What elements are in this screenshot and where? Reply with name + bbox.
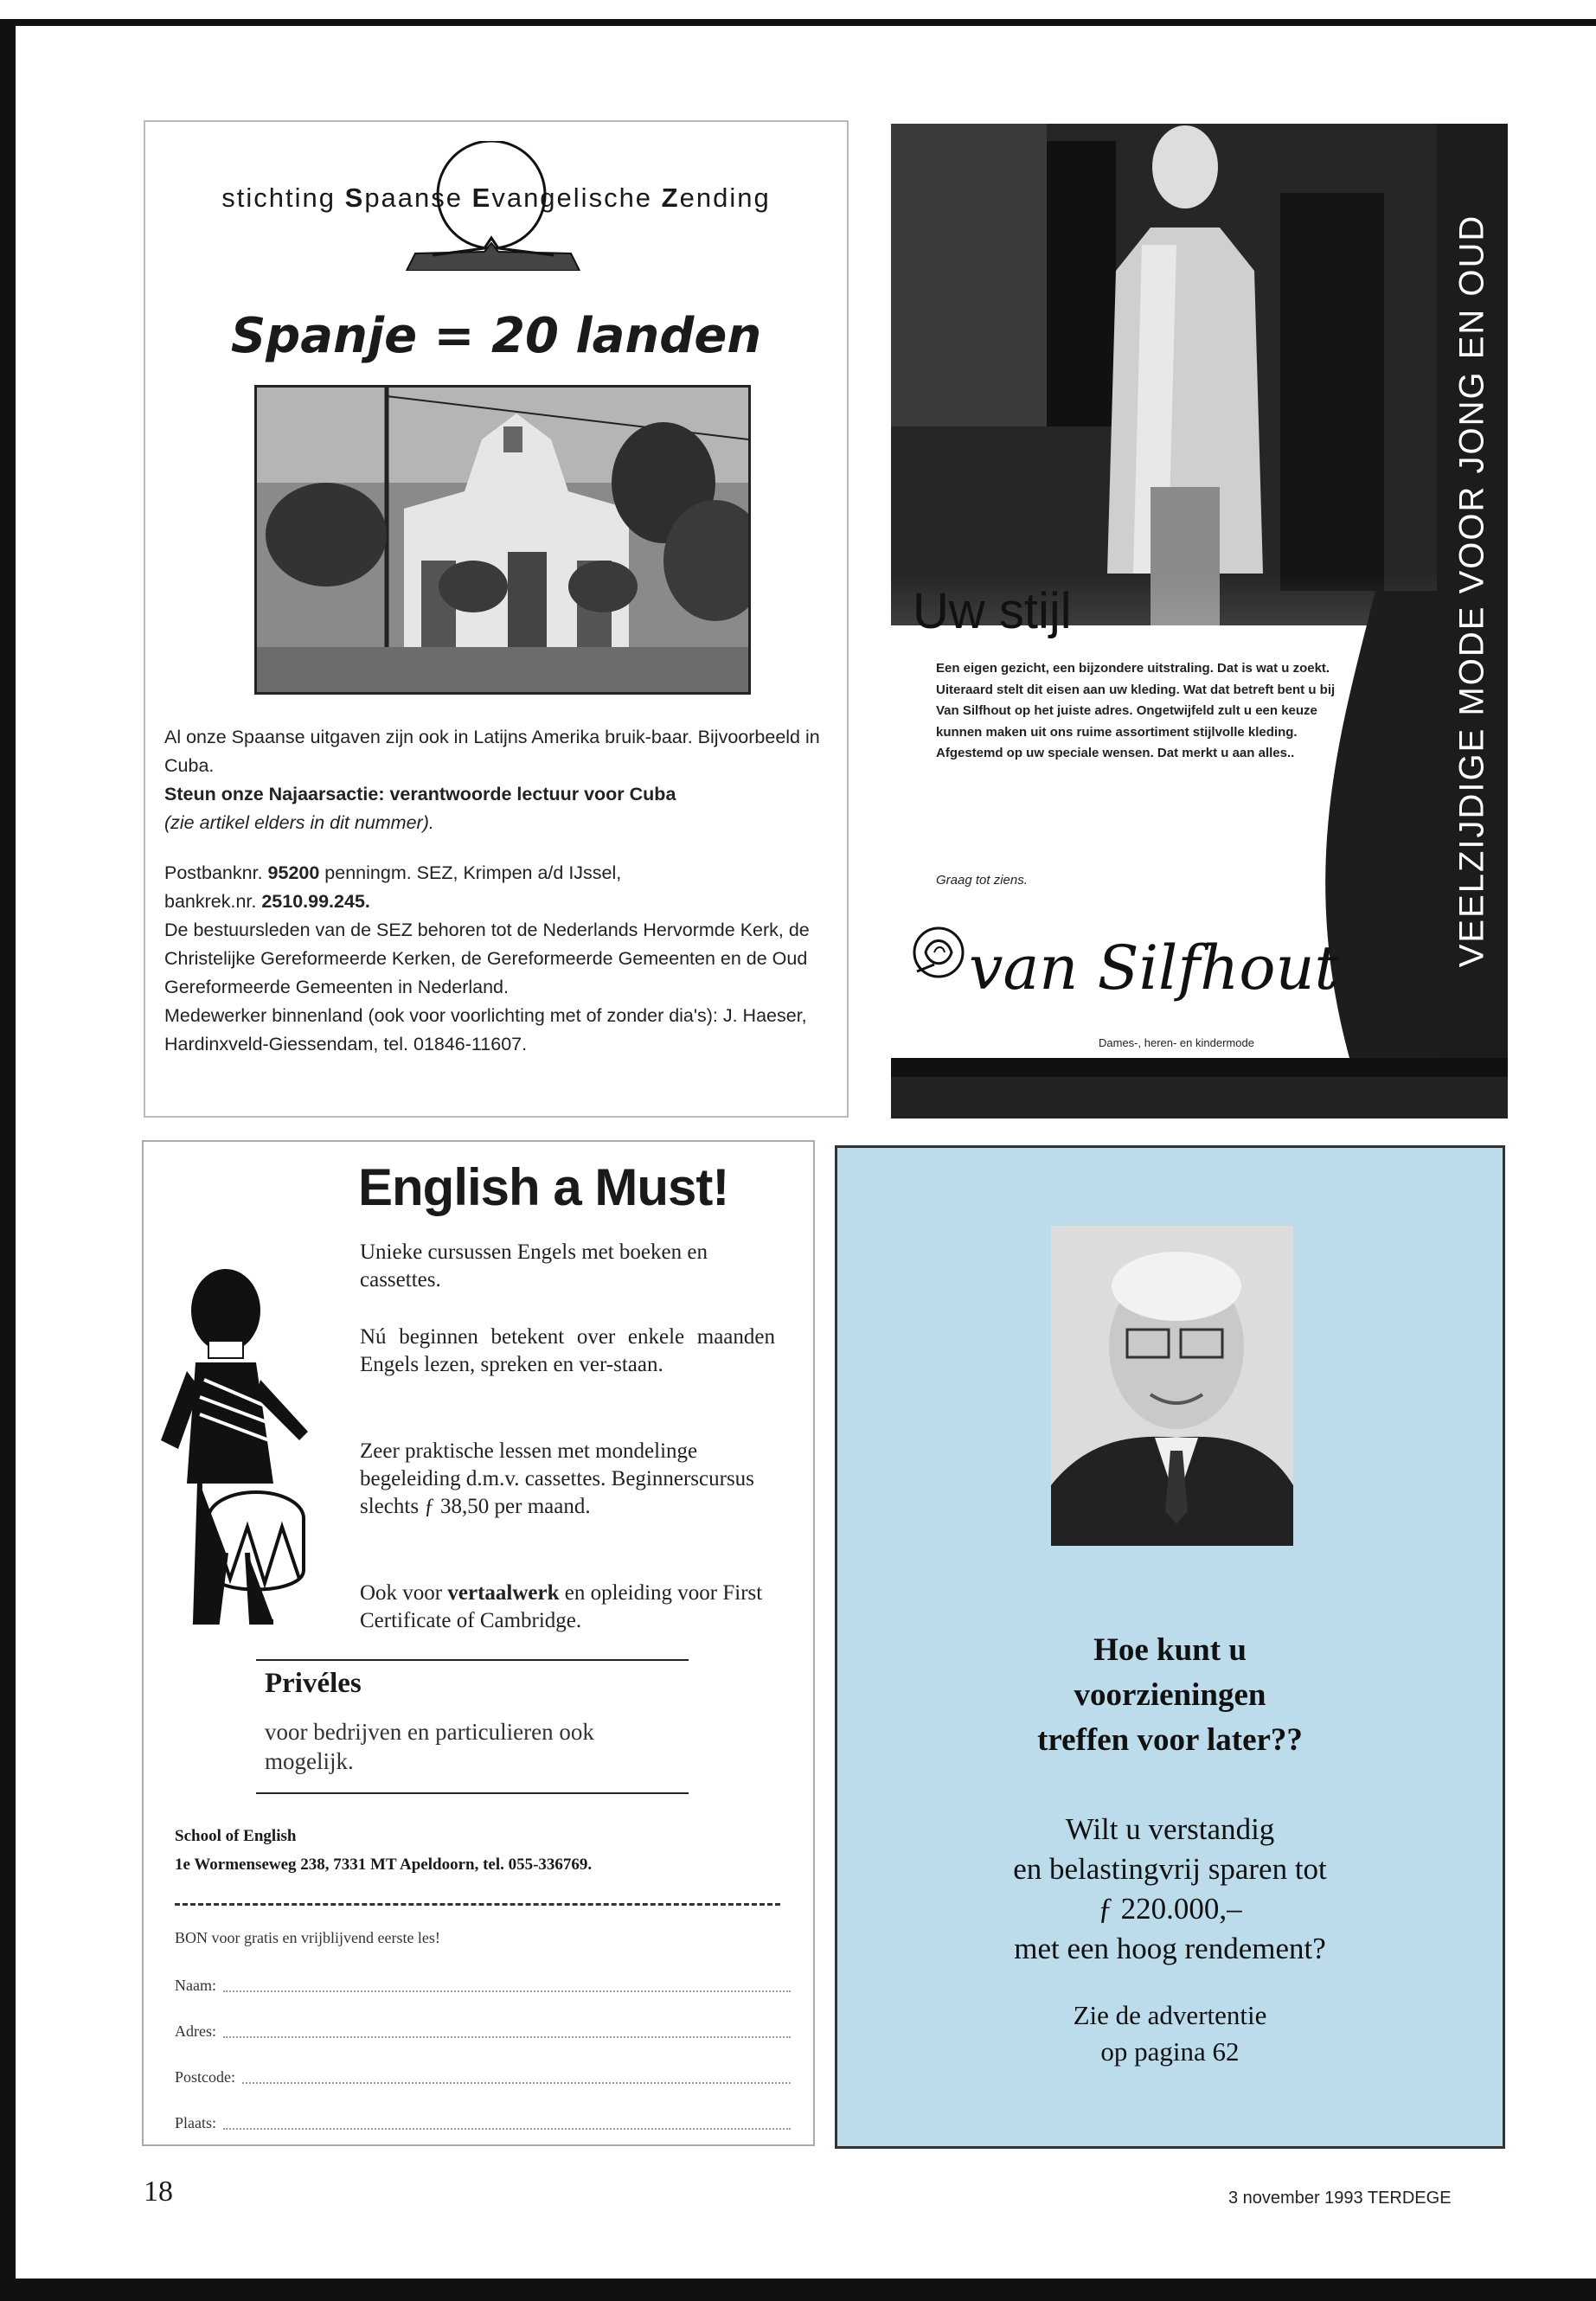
english-school-advertisement [142, 1140, 815, 2146]
course-text-4: Ook voor vertaalwerk en opleiding voor First Certificate of Cambridge. [360, 1581, 763, 1632]
church-photo [254, 385, 751, 695]
rose-icon [904, 920, 973, 989]
bottom-border [0, 2279, 1596, 2301]
city-field[interactable]: Plaats: [175, 2114, 791, 2132]
savings-advertisement [835, 1145, 1505, 2149]
man-portrait [1051, 1226, 1293, 1546]
closing-text: Graag tot ziens. [936, 873, 1028, 888]
school-contact: School of English 1e Wormenseweg 238, 7331 MT Apeldoorn, tel. 055-336769. [175, 1827, 593, 1874]
page-number: 18 [144, 2176, 173, 2208]
divider [256, 1659, 689, 1661]
savings-text: Wilt u verstandig en belastingvrij sparen tot ƒ 220.000,– met een hoog rendement? [1013, 1812, 1327, 1965]
brand-logo: van Silfhout [969, 933, 1339, 1003]
left-edge [0, 19, 16, 2285]
see-advert-text: Zie de advertentie op pagina 62 [1073, 2000, 1267, 2067]
bible-logo-icon [381, 141, 606, 271]
vertical-slogan: VEELZIJDIGE MODE VOOR JONG EN OUD [1437, 124, 1508, 1058]
private-lessons-title: Privéles [265, 1668, 362, 1699]
sez-organization-title: stichting Spaanse Evangelische Zending [221, 183, 771, 213]
course-text-2: Nú beginnen betekent over enkele maanden Engels lezen, spreken en ver-staan. [360, 1325, 775, 1376]
course-text-3: Zeer praktische lessen met mondelinge begeleiding d.m.v. cassettes. Beginnerscursus slechts ƒ 38,50 per maand. [360, 1439, 754, 1518]
postcode-field[interactable]: Postcode: [175, 2068, 791, 2086]
van-silfhout-advertisement [891, 124, 1508, 1118]
issue-footer: 3 november 1993 TERDEGE [1228, 2189, 1452, 2208]
name-field[interactable]: Naam: [175, 1977, 791, 1995]
address-field[interactable]: Adres: [175, 2022, 791, 2041]
private-lessons-text: voor bedrijven en particulieren ook mogelijk. [265, 1719, 594, 1774]
footer-band [891, 1058, 1508, 1077]
ad-heading: Uw stijl [913, 583, 1072, 639]
headline: English a Must! [358, 1158, 729, 1216]
cut-line [175, 1903, 780, 1906]
sez-advertisement [144, 120, 849, 1118]
question-heading: Hoe kunt u voorzieningen treffen voor later?? [1037, 1632, 1303, 1758]
drummer-illustration [161, 1267, 334, 1631]
course-text-1: Unieke cursussen Engels met boeken en cassettes. [360, 1240, 708, 1292]
coupon-title: BON voor gratis en vrijblijvend eerste les! [175, 1929, 440, 1946]
brand-subtitle: Dames-, heren- en kindermode [1099, 1036, 1254, 1049]
top-border [0, 19, 1596, 26]
divider [256, 1792, 689, 1794]
sez-body-text: Al onze Spaanse uitgaven zijn ook in Latijns Amerika bruik-baar. Bijvoorbeeld in Cuba. Steun onze Najaarsactie: verantwoorde lectuur voor Cuba (zie artikel elders in dit nummer). Postbanknr. 95200 penningm. SEZ, Krimpen a/d IJssel, bankrek.nr. 2510.99.245. De bestuursleden van de SEZ behoren tot de Nederlands Hervormde Kerk, de Christelijke Gereformeerde Kerken, de Gereformeerde Gemeenten en de Oud Gereformeerde Gemeenten in Nederland. Medewerker binnenland (ook voor voorlichting met of zonder dia's): J. Haeser, Hardinxveld-Giessendam, tel. 01846-11607. [164, 727, 820, 1054]
ad-text: Een eigen gezicht, een bijzondere uitstraling. Dat is wat u zoekt. Uiteraard stelt dit eisen aan uw kleding. Wat dat betreft bent u bij Van Silfhout op het juiste adres. Ongetwijfeld zult u een keuze kunnen maken uit ons ruime assortiment stijlvolle kleding. Afgestemd op uw speciale wensen. Dat merkt u aan alles.. [936, 661, 1336, 760]
headline: Spanje = 20 landen [230, 308, 762, 364]
